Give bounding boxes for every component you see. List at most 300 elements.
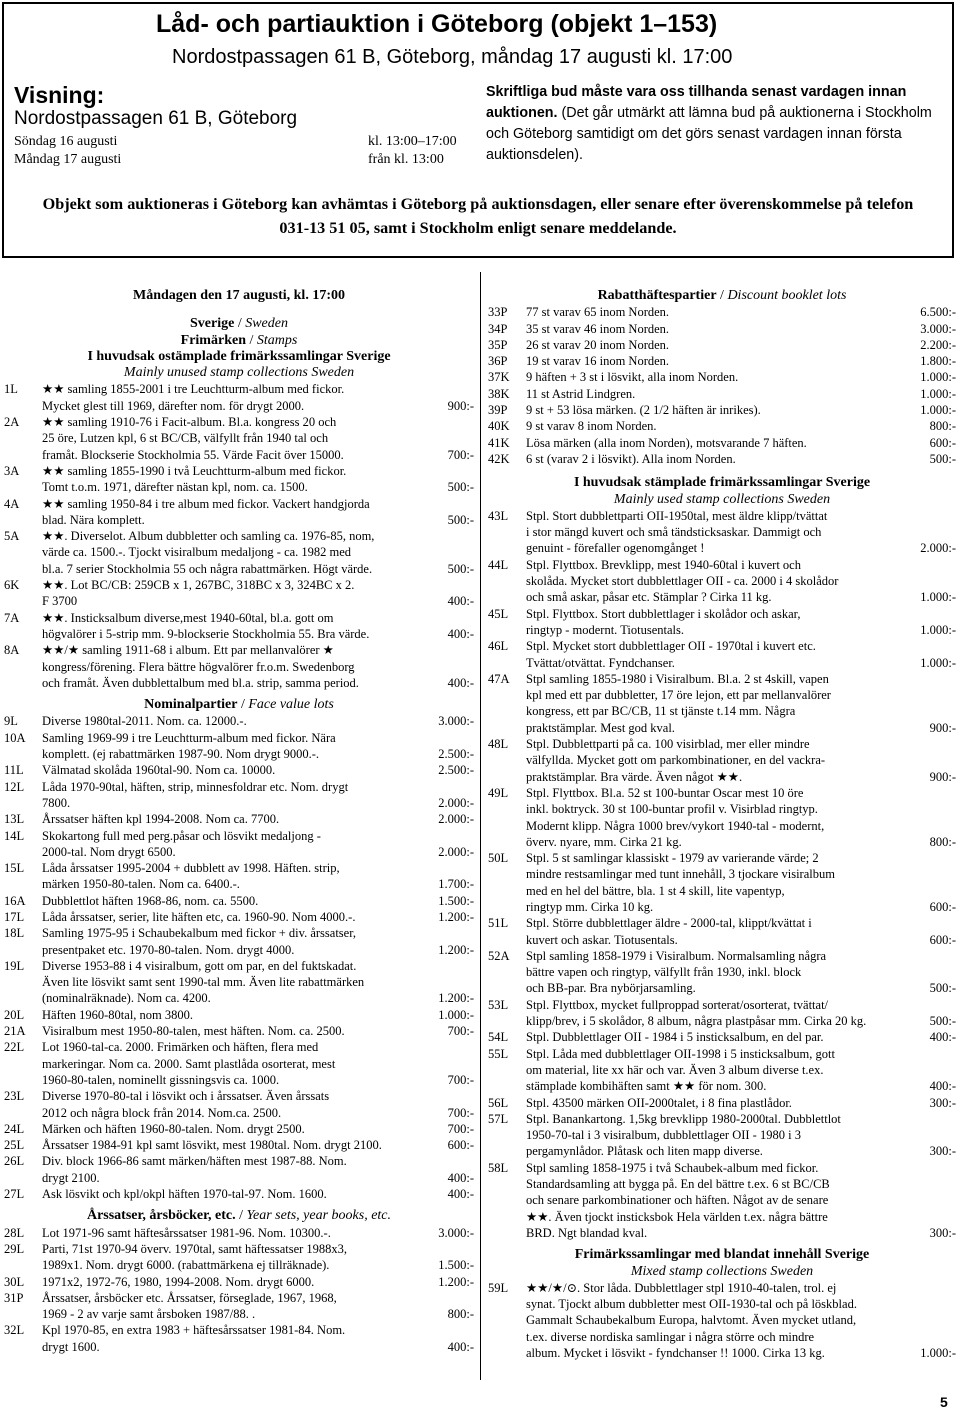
lot-row [4,496,474,529]
lot-line [42,713,474,729]
lot-number: 5A [4,529,20,544]
lot-description [526,557,956,606]
viewing-row [14,152,476,168]
lot-number: 51L [488,916,509,931]
lot-price: 1.200:- [438,909,474,924]
lot-price: 2.200:- [920,337,956,352]
lot-text: markeringar. Nom ca. 2000. Samt plastlåda osorterat, mest [42,1056,336,1071]
lot-line [526,1192,956,1208]
lot-price: 1.700:- [438,877,474,892]
lot-row [4,1225,474,1241]
bid-note [486,82,946,166]
lot-description [42,730,474,763]
lot-text: Låda årssatser, serier, lite häften etc, ca. 1960-90. Nom 4000.-. [42,909,356,924]
lot-price: 1.000:- [920,655,956,670]
lot-line [526,980,956,996]
lot-price: 1.000:- [920,403,956,418]
lot-description [526,606,956,639]
lot-row [488,736,956,785]
section-heading-en: Sweden [245,316,288,332]
viewing-day: Måndag 17 augusti [14,152,122,167]
lot-number: 4A [4,496,20,511]
page-number: 5 [940,1394,948,1410]
lot-line [42,958,474,974]
lot-line [526,1078,956,1094]
lot-number: 42K [488,451,510,466]
lot-text: ringtyp mm. Cirka 10 kg. [526,899,654,914]
pickup-note: Objekt som auktioneras i Göteborg kan avhämtas i Göteborg på auktionsdagen, eller senare efter överenskommelse på telefon 031-13 51 05, samt i Stockholm enligt senare meddelande. [42,195,914,237]
lot-text: Dubblettlot häften 1968-86, nom. ca. 5500. [42,893,259,908]
lot-line [42,610,474,626]
lot-line [526,785,956,801]
lot-description [42,1290,474,1323]
lot-text: och framåt. Även dubblettalbum med bl.a. strip, samma period. [42,675,359,690]
lot-number: 29L [4,1241,25,1256]
lot-line [526,573,956,589]
lot-line [42,1225,474,1241]
lot-text: ★★ samling 1855-1990 i två Leuchtturm-album med fickor. [42,463,347,478]
lot-price: 700:- [447,1121,474,1136]
lot-text: Stpl. Flyttbox. Stort dubblettlager i skolådor och askar, [526,606,801,621]
lot-line [526,638,956,654]
lot-price: 300:- [929,1144,956,1159]
lot-price: 700:- [447,1105,474,1120]
lot-price: 6.500:- [920,305,956,320]
lot-row [4,1274,474,1290]
lot-line [42,447,474,463]
lot-line [42,795,474,811]
lot-price: 500:- [447,561,474,576]
section-heading-en: Stamps [256,332,298,348]
lot-price: 400:- [447,594,474,609]
lot-text: Skokartong full med perg.påsar och lösvikt medaljong - [42,828,321,843]
lot-text: Stpl. Mycket stort dubblettlager OII - 1970tal i kuvert etc. [526,639,816,654]
lot-line [526,1062,956,1078]
lot-row [4,381,474,414]
lot-text: 35 st varav 46 inom Norden. [526,321,670,336]
lot-line [526,1127,956,1143]
lot-line [42,1137,474,1153]
lot-line [526,451,956,467]
lot-row [4,1241,474,1274]
lot-line [42,1007,474,1023]
lot-price: 1.000:- [920,386,956,401]
lot-text: stämplade kombihäften samt ★★ för nom. 300. [526,1079,767,1094]
lot-line [42,1290,474,1306]
lot-text: Även lite lösvikt samt sent 1990-tal mm. Även lite rabattmärken [42,975,365,990]
lot-number: 38K [488,386,510,401]
lot-line [42,1039,474,1055]
lot-line [526,1029,956,1045]
lot-description [526,1095,956,1111]
lot-number: 28L [4,1225,25,1240]
lot-description [526,850,956,915]
column-divider [480,272,481,1380]
section-heading: I huvudsak stämplade frimärkssamlingar Sverige [573,475,871,491]
lot-text: ★★/★/⊙. Stor låda. Dubblettlager stpl 1910-40-talen, trol. ej [526,1280,837,1295]
lot-line [526,1209,956,1225]
lot-line [42,430,474,446]
lot-price: 2.000:- [438,844,474,859]
lot-text: och små askar, påsar etc. Stämplar ? Cirka 11 kg. [526,590,772,605]
lot-row [488,353,956,369]
lot-row [488,1046,956,1095]
lot-text: Ask lösvikt och kpl/okpl häften 1970-tal-97. Nom. 1600. [42,1187,327,1202]
lot-text: bättre vapen och ringtyp, välfyllt från 1930, inkl. block [526,965,802,980]
lot-text: 9 häften + 3 st i lösvikt, alla inom Norden. [526,370,739,385]
lot-text: Diverse 1953-88 i 4 visiralbum, gott om par, en del fuktskadat. [42,958,357,973]
lot-price: 900:- [929,720,956,735]
lot-line [42,762,474,778]
lot-description [42,1153,474,1186]
lot-number: 56L [488,1095,509,1110]
lot-text: Tvättat/otvättat. Fyndchanser. [526,655,675,670]
lot-number: 35P [488,337,508,352]
lot-price: 400:- [447,1187,474,1202]
lot-price: 1.000:- [438,1007,474,1022]
lot-line [42,479,474,495]
lot-number: 50L [488,851,509,866]
lot-row [4,713,474,729]
lot-description [42,642,474,691]
lot-row [488,1029,956,1045]
lot-number: 7A [4,610,20,625]
lot-description [42,496,474,529]
lot-text: Diverse 1970-80-tal i lösvikt och i årssatser. Även årssats [42,1089,330,1104]
lot-number: 59L [488,1280,509,1295]
lot-line [526,915,956,931]
lot-text: 9 st varav 8 inom Norden. [526,419,657,434]
section-heading [4,1208,474,1224]
lot-text: märken 1950-80-talen. Nom ca. 6400.-. [42,877,240,892]
viewing-heading: Visning: [14,82,105,108]
lot-text: ★★. Lot BC/CB: 259CB x 1, 267BC, 318BC x 3, 324BC x 2. [42,578,355,593]
section-separator: / [245,332,257,348]
lot-line [42,626,474,642]
lot-text: pergamynlådor. Plåtask och liten mapp diverse. [526,1144,763,1159]
lot-text: 1971x2, 1972-76, 1980, 1994-2008. Nom. drygt 6000. [42,1274,315,1289]
lot-line [42,909,474,925]
section-heading-sv: Nominalpartier [144,697,238,713]
lot-text: Låda 1970-90tal, häften, strip, minnesfoldrar etc. Nom. drygt [42,779,349,794]
lot-text: Stpl. Stort dubblettparti OII-1950tal, mest äldre klipp/tvättat [526,508,828,523]
lot-line [526,1013,956,1029]
lot-row [488,557,956,606]
lot-price: 900:- [447,398,474,413]
lot-text: 77 st varav 65 inom Norden. [526,305,670,320]
lot-row [4,925,474,958]
lot-text: Märken och häften 1960-80-talen. Nom. drygt 2500. [42,1121,305,1136]
lot-line [42,528,474,544]
lot-number: 34P [488,321,508,336]
lot-text: Årssatser, årsböcker etc. Årssatser, förseglade, 1967, 1968, [42,1290,337,1305]
lot-line [42,1170,474,1186]
lot-price: 1.000:- [920,370,956,385]
lot-row [4,414,474,463]
lot-line [42,659,474,675]
lot-number: 49L [488,785,509,800]
lot-line [42,1257,474,1273]
lot-text: 1969 - 2 av varje samt årsboken 1987/88. . [42,1307,256,1322]
lot-row [4,779,474,812]
lot-description [526,1046,956,1095]
lot-text: välfyllda. Mycket gott om parkombinationer, en del vackra- [526,753,826,768]
lot-description [42,925,474,958]
section-heading-sv: Rabatthäftespartier [597,288,717,303]
lot-text: kpl med ett par dubbletter, 17 öre lejon, ett par mellanvalörer [526,688,831,703]
lot-text: blad. Nära komplett. [42,512,145,527]
lot-number: 57L [488,1111,509,1126]
lot-line [42,414,474,430]
lot-line [526,622,956,638]
lot-text: Stpl. 5 st samlingar klassiskt - 1979 av varierande värde; 2 [526,851,819,866]
lot-line [526,435,956,451]
lot-line [526,850,956,866]
lot-number: 3A [4,463,20,478]
lot-number: 40K [488,419,510,434]
lot-price: 1.500:- [438,893,474,908]
lot-number: 30L [4,1274,25,1289]
lot-row [488,321,956,337]
lot-text: 1960-80-talen, nominellt gissningsvis ca. 1000. [42,1072,280,1087]
lot-number: 20L [4,1007,25,1022]
lot-line [526,720,956,736]
section-heading: Frimärkssamlingar med blandat innehåll Sverige [574,1247,870,1263]
lot-description [526,1280,956,1361]
lot-row [4,642,474,691]
lot-line [42,1105,474,1121]
section-separator: / [237,697,249,713]
lot-row [4,1322,474,1355]
lot-line [42,512,474,528]
lot-price: 500:- [929,981,956,996]
lot-number: 1L [4,382,18,397]
section-heading-en: Face value lots [248,697,334,713]
lot-text: 25 öre, Lutzen kpl, 6 st BC/CB, välfyllt från 1940 tal och [42,431,329,446]
lot-text: Stpl. Banankartong. 1,5kg brevklipp 1980-2000tal. Dubblettlot [526,1111,841,1126]
lot-line [42,577,474,593]
lot-text: överv. nyare, mm. Cirka 21 kg. [526,834,682,849]
lot-row [4,463,474,496]
section-separator: / [716,288,728,303]
lot-price: 1.000:- [920,590,956,605]
lot-text: 1989x1. Nom. drygt 6000. (rabattmärkena ej tillräknade). [42,1258,330,1273]
lot-text: Stpl samling 1855-1980 i Visiralbum. Bl.a. 2 st 4skill, vapen [526,671,829,686]
lot-line [42,593,474,609]
lot-text: Stpl. Dubblettparti på ca. 100 visirblad, mer eller mindre [526,737,810,752]
lot-number: 32L [4,1323,25,1338]
lot-row [488,1111,956,1160]
lot-line [42,496,474,512]
lot-row [488,850,956,915]
lot-line [526,801,956,817]
lot-line [526,964,956,980]
lot-number: 22L [4,1040,25,1055]
lot-text: Visiralbum mest 1950-80-talen, mest häften. Nom. ca. 2500. [42,1024,345,1039]
lot-number: 6K [4,578,20,593]
lot-text: inkl. boktryck. 30 st 100-buntar profil v. Visirblad ringtyp. [526,802,818,817]
lot-description [42,1007,474,1023]
lot-text: synat. Tjockt album dubbletter mest OII-1930-tal och på löskblad. [526,1297,857,1312]
lot-number: 17L [4,909,25,924]
lot-number: 54L [488,1030,509,1045]
lot-text: ★★. Insticksalbum diverse,mest 1940-60tal, bl.a. gott om [42,610,334,625]
lot-description [42,909,474,925]
lot-row [4,1023,474,1039]
lot-text: ★★/★ samling 1911-68 i album. Ett par mellanvalörer ★ [42,643,334,658]
lot-line [526,997,956,1013]
lot-text: 2000-tal. Nom drygt 6500. [42,844,176,859]
lot-description [526,1029,956,1045]
viewing-time: kl. 13:00–17:00 [368,134,457,149]
lot-number: 27L [4,1187,25,1202]
lot-text: (nominalräknade). Nom ca. 4200. [42,991,211,1006]
lot-line [526,1280,956,1296]
lot-description [42,860,474,893]
lot-price: 500:- [447,512,474,527]
lot-line [42,942,474,958]
lot-line [42,1322,474,1338]
lot-line [526,818,956,834]
lot-text: BRD. Ngt blandad kval. [526,1225,648,1240]
lot-text: 6 st (varav 2 i lösvikt). Alla inom Norden. [526,451,736,466]
right-column [488,288,956,1361]
lot-description [42,713,474,729]
lot-line [42,561,474,577]
section-heading-en: Mixed stamp collections Sweden [630,1263,814,1279]
lot-text: Stpl. Dubblettlager OII - 1984 i 5 insticksalbum, en del par. [526,1030,824,1045]
section-heading-en: Discount booklet lots [727,288,847,303]
lot-number: 26L [4,1154,25,1169]
lot-row [4,1007,474,1023]
lot-price: 2.000:- [438,795,474,810]
lot-line [42,463,474,479]
lot-price: 400:- [447,675,474,690]
lot-price: 1.200:- [438,942,474,957]
lot-text: och senare parkombinationer och häften. Något av de senare [526,1193,829,1208]
lot-text: Stpl. Flyttbox. Bl.a. 52 st 100-buntar Oscar mest 10 öre [526,785,804,800]
lot-line [526,353,956,369]
lot-line [526,589,956,605]
lot-row [488,1160,956,1241]
lot-text: Modernt klipp. Några 1000 brev/vykort 1940-tal - modernt, [526,818,825,833]
lot-row [4,1137,474,1153]
lot-description [42,811,474,827]
lot-line [42,811,474,827]
section-heading [4,697,474,713]
lot-price: 500:- [929,451,956,466]
lot-price: 400:- [929,1079,956,1094]
lot-text: Standardsamling att bygga på. En del bättre t.ex. 6 st BC/CB [526,1177,830,1192]
page-title: Låd- och partiauktion i Göteborg (objekt 1–153) [156,10,718,38]
lot-text: Mycket glest till 1969, därefter nom. för drygt 2000. [42,398,305,413]
lot-text: album. Mycket i lösvikt - fyndchanser !! 1000. Cirka 13 kg. [526,1346,825,1360]
lot-row [4,811,474,827]
lot-price: 1.000:- [920,1346,956,1360]
lot-line [526,1095,956,1111]
lot-line [526,369,956,385]
lot-price: 600:- [447,1138,474,1153]
lot-row [4,1039,474,1088]
lot-text: ★★. Diverselot. Album dubbletter och samling ca. 1976-85, nom, [42,529,375,544]
lot-price: 1.000:- [920,622,956,637]
lot-line [526,418,956,434]
lot-row [488,606,956,639]
lot-line [526,866,956,882]
lot-description [42,463,474,496]
lot-text: Årssatser 1984-91 kpl samt lösvikt, mest 1980tal. Nom. drygt 2100. [42,1138,382,1153]
bid-note-rest: (Det går utmärkt att lämna bud på auktionerna i Stockholm och Göteborg samtidigt om det görs senast vardagen innan första auktionsdelen). [486,105,932,163]
lot-text: med en hel del bättre, bla. 1 st 4 skill, lite vapentyp, [526,883,785,898]
section-separator: / [235,1208,247,1224]
lot-description [42,1023,474,1039]
lot-description [42,1241,474,1274]
lot-row [488,402,956,418]
lot-description [526,638,956,671]
lot-line [42,1186,474,1202]
lot-price: 400:- [447,1170,474,1185]
lot-row [488,997,956,1030]
lot-line [42,1274,474,1290]
lot-row [488,304,956,320]
lot-price: 3.000:- [920,321,956,336]
lot-description [42,762,474,778]
lot-price: 300:- [929,1095,956,1110]
lot-number: 46L [488,639,509,654]
lot-text: 9 st + 53 lösa märken. (2 1/2 häften är inrikes). [526,403,761,418]
lot-description [42,1088,474,1121]
lot-text: Samling 1975-95 i Schaubekalbum med fickor + div. årssatser, [42,926,357,941]
lot-line [42,1241,474,1257]
lot-row [4,577,474,610]
lot-description [526,508,956,557]
lot-text: och BB-par. Bra nybörjarsamling. [526,981,696,996]
lot-line [526,687,956,703]
lot-price: 600:- [929,435,956,450]
lot-row [488,1280,956,1361]
lot-row [4,730,474,763]
lot-row [4,828,474,861]
lot-price: 1.800:- [920,354,956,369]
lot-text: 7800. [42,795,71,810]
lot-price: 400:- [447,626,474,641]
lot-price: 800:- [447,1307,474,1322]
lot-line [42,844,474,860]
lot-number: 55L [488,1046,509,1061]
lot-row [488,671,956,736]
lot-line [526,1225,956,1241]
lot-row [4,610,474,643]
lot-text: Låda årssatser 1995-2004 + dubblett av 1998. Häften. strip, [42,861,340,876]
lot-line [42,828,474,844]
lot-line [42,893,474,909]
lot-number: 58L [488,1160,509,1175]
lot-row [4,762,474,778]
lot-line [42,730,474,746]
lot-description [42,610,474,643]
lot-text: om material, lite xx här och var. Även 3 album diverse t.ex. [526,1062,824,1077]
lot-text: Stpl. Större dubblettlager äldre - 2000-tal, klippt/kvättat i [526,916,812,931]
lot-line [42,1088,474,1104]
lot-price: 900:- [929,769,956,784]
lot-number: 19L [4,958,25,973]
lot-number: 45L [488,606,509,621]
lot-number: 10A [4,730,26,745]
lot-number: 11L [4,763,24,778]
lot-price: 2.000:- [438,812,474,827]
lot-text: Stpl. Flyttbox, mycket fullproppad sorterat/osorterat, tvättat/ [526,997,829,1012]
subsection-heading: I huvudsak ostämplade frimärkssamlingar Sverige [87,348,391,364]
